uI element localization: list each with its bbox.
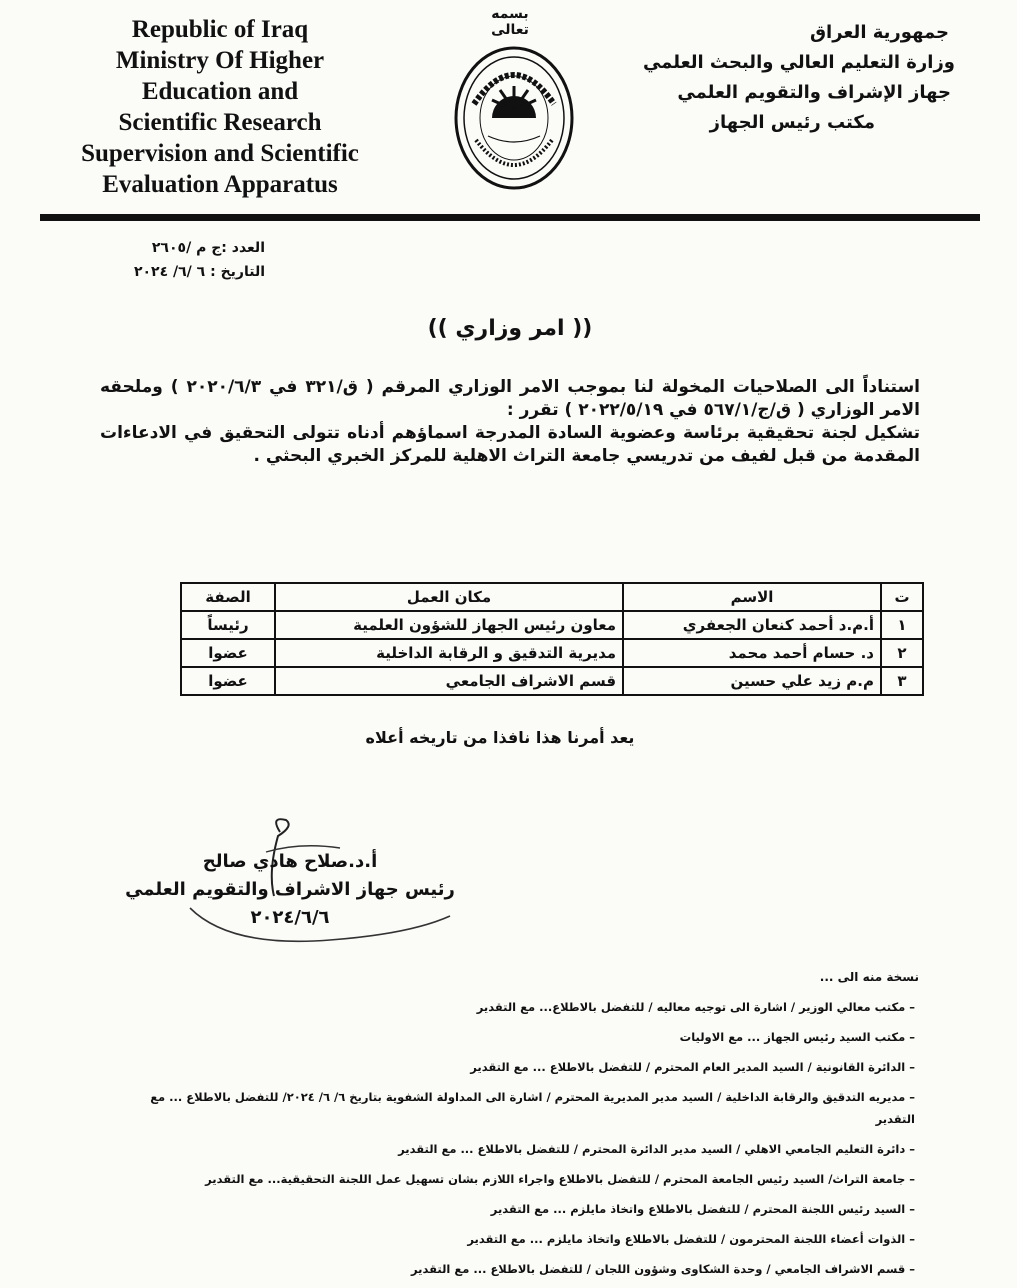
body-paragraph: تشكيل لجنة تحقيقية برئاسة وعضوية السادة المدرجة اسماؤهم أدناه تتولى التحقيق في الادعاءات المقدمة من قبل لفيف من تدريسي جامعة التراث الاهلية للمركز الخبري البحثي . bbox=[100, 423, 920, 466]
row-index: ١ bbox=[881, 611, 923, 639]
member-name: أ.م.د أحمد كنعان الجعفري bbox=[623, 611, 881, 639]
header-en-line: Evaluation Apparatus bbox=[102, 171, 338, 198]
signature-date: ٢٠٢٤/٦/٦ bbox=[250, 907, 330, 928]
header-ar-line: جمهورية العراق bbox=[809, 22, 949, 43]
header-en-line: Supervision and Scientific bbox=[81, 140, 359, 167]
header-ar-line: مكتب رئيس الجهاز bbox=[709, 112, 875, 133]
member-role: عضوا bbox=[181, 639, 275, 667]
table-row bbox=[181, 611, 923, 639]
list-item: – قسم الاشراف الجامعي / وحدة الشكاوى وشؤون اللجان / للتفضل بالاطلاع ... مع التقدير bbox=[411, 1262, 915, 1276]
list-item: – جامعة التراث/ السيد رئيس الجامعة المحترم / للتفضل بالاطلاع واجراء اللازم بشان تسهيل عمل اللجنة التحقيقية... مع التقدير bbox=[205, 1172, 915, 1186]
header-divider bbox=[40, 214, 980, 221]
signatory-title: رئيس جهاز الاشراف والتقويم العلمي bbox=[125, 879, 455, 900]
list-item: – مكتب السيد رئيس الجهاز ... مع الاوليات bbox=[679, 1030, 915, 1044]
reference-number: العدد :ج م /٢٦٠٥ bbox=[151, 240, 265, 256]
table-header: ت bbox=[881, 583, 923, 611]
order-title: (( امر وزاري )) bbox=[427, 316, 593, 341]
table-header: الصفة bbox=[181, 583, 275, 611]
table-row bbox=[181, 639, 923, 667]
copies-heading: نسخة منه الى ... bbox=[819, 970, 919, 984]
member-workplace: قسم الاشراف الجامعي bbox=[275, 667, 623, 695]
ministry-seal-logo bbox=[452, 44, 576, 192]
row-index: ٣ bbox=[881, 667, 923, 695]
header-en-line: Scientific Research bbox=[118, 109, 322, 136]
copies-list bbox=[120, 996, 915, 1288]
header-en-line: Ministry Of Higher bbox=[115, 47, 325, 74]
body-paragraph: استناداً الى الصلاحيات المخولة لنا بموجب الامر الوزاري المرقم ( ق/٣٢١ في ٢٠٢٠/٦/٣ ) وملحقه الامر الوزاري ( ق/ج/٥٦٧/١ في ٢٠٢٢/٥/١٩ ) تقرر : bbox=[100, 377, 920, 420]
table-row bbox=[181, 667, 923, 695]
signatory-name: أ.د.صلاح هادي صالح bbox=[202, 851, 378, 872]
list-item: – مكتب معالي الوزير / اشارة الى توجيه معاليه / للتفضل بالاطلاع... مع التقدير bbox=[476, 1000, 915, 1014]
header-arabic bbox=[635, 18, 955, 138]
list-item: – الدائرة القانونية / السيد المدير العام المحترم / للتفضل بالاطلاع ... مع التقدير bbox=[470, 1060, 915, 1074]
list-item: – الذوات أعضاء اللجنة المحترمون / للتفضل بالاطلاع واتخاذ مايلزم ... مع التقدير bbox=[467, 1232, 915, 1246]
signature-block bbox=[110, 848, 470, 932]
header-ar-line: جهاز الإشراف والتقويم العلمي bbox=[677, 82, 951, 103]
table-header-row bbox=[181, 583, 923, 611]
list-item: – السيد رئيس اللجنة المحترم / للتفضل بالاطلاع واتخاذ مايلزم ... مع التقدير bbox=[490, 1202, 915, 1216]
member-workplace: معاون رئيس الجهاز للشؤون العلمية bbox=[275, 611, 623, 639]
header-en-line: Education and bbox=[141, 78, 299, 105]
member-name: د. حسام أحمد محمد bbox=[623, 639, 881, 667]
effective-statement: يعد أمرنا هذا نافذا من تاريخه أعلاه bbox=[365, 728, 635, 747]
reference-date: التاريخ : ٦ /٦/ ٢٠٢٤ bbox=[133, 264, 265, 280]
header-en-line: Republic of Iraq bbox=[131, 16, 309, 43]
member-role: رئيساً bbox=[181, 611, 275, 639]
reference-block bbox=[110, 236, 265, 284]
list-item: – مديريه التدقيق والرقابة الداخلية / السيد مدير المديرية المحترم / اشارة الى المداولة الشفوية بتاريخ ٦/ ٦/ ٢٠٢٤/ للتفضل بالاطلاع ... مع التقدير bbox=[150, 1090, 915, 1126]
basmala: بسمه تعالى bbox=[491, 6, 529, 38]
committee-table bbox=[180, 582, 924, 696]
row-index: ٢ bbox=[881, 639, 923, 667]
table-header: الاسم bbox=[623, 583, 881, 611]
order-body bbox=[100, 376, 920, 468]
list-item: – دائرة التعليم الجامعي الاهلي / السيد مدير الدائرة المحترم / للتفضل بالاطلاع ... مع التقدير bbox=[398, 1142, 915, 1156]
header-ar-line: وزارة التعليم العالي والبحث العلمي bbox=[642, 52, 955, 73]
member-name: م.م زيد علي حسين bbox=[623, 667, 881, 695]
table-header: مكان العمل bbox=[275, 583, 623, 611]
header-english bbox=[70, 14, 370, 200]
member-workplace: مديرية التدقيق و الرقابة الداخلية bbox=[275, 639, 623, 667]
member-role: عضوا bbox=[181, 667, 275, 695]
